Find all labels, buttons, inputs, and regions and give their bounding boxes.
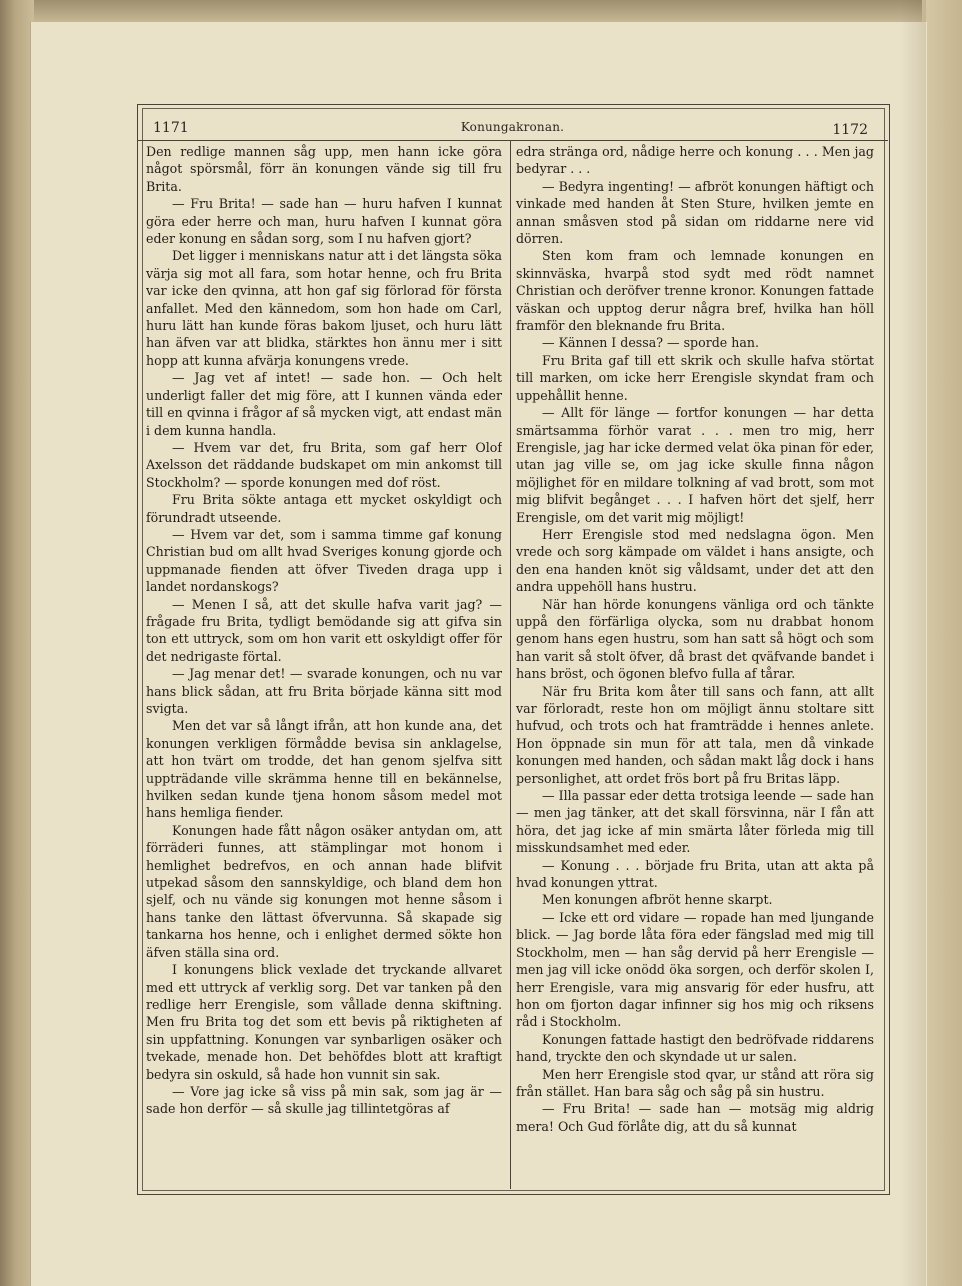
paragraph: — Bedyra ingenting! — afbröt konungen häftigt och vinkade med handen åt Sten Sture, hvilken jemte en annan småsven stod på sidan om riddarne nere vid dörren. bbox=[516, 178, 874, 247]
header-rule bbox=[137, 140, 888, 141]
paragraph: Konungen hade fått någon osäker antydan om, att förräderi funnes, att stämplingar mot honom i hemlighet bedrefvos, en och annan hade blifvit utpekad såsom den sannskyldige, och bland dem hon sjelf, och nu vände sig konungen mot henne såsom i hans tanke den lättast öfvervunna. Så skapade sig tankarna hos henne, och i enlighet dermed sökte hon äfven ställa sina ord. bbox=[146, 822, 502, 960]
paragraph: — Allt för länge — fortfor konungen — har detta smärtsamma förhör varat . . . men tro mig, herr Erengisle, jag har icke dermed velat öka pinan för eder, utan jag ville se, om jag icke skulle finna någon möjlighet för en mildare tolkning af vad brott, som mot mig blifvit begånget . . . I hafven hört det sjelf, herr Erengisle, om det varit mig möjligt! bbox=[516, 405, 874, 525]
paragraph: Det ligger i menniskans natur att i det längsta söka värja sig mot all fara, som hotar henne, och fru Brita var icke den qvinna, att hon gaf sig förlorad för första anfallet. Med den kännedom, som hon hade om Carl, huru lätt han kunde föras bakom ljuset, och huru lätt han äfven var att blidka, stärktes hon ännu mer i sitt hopp att kunna afvärja konungens vrede. bbox=[146, 248, 502, 368]
paragraph: Fru Brita sökte antaga ett mycket oskyldigt och förundradt utseende. bbox=[146, 492, 502, 525]
paragraph: Men herr Erengisle stod qvar, ur stånd att röra sig från stället. Han bara såg och såg på sin hustru. bbox=[516, 1066, 874, 1099]
paragraph: Men konungen afbröt henne skarpt. bbox=[542, 892, 773, 908]
paragraph: Konungen fattade hastigt den bedröfvade riddarens hand, tryckte den och skyndade ut ur salen. bbox=[516, 1031, 874, 1065]
paragraph: — Jag menar det! — svarade konungen, och nu var hans blick sådan, att fru Brita började känna sitt mod svigta. bbox=[146, 666, 502, 716]
page-number-left: 1171 bbox=[153, 120, 189, 136]
paragraph: — Kännen I dessa? — sporde han. bbox=[542, 335, 759, 351]
paragraph: — Menen I så, att det skulle hafva varit jag? — frågade fru Brita, tydligt bemödande sig att gifva sin ton ett uttryck, som om hon varit ett oskyldigt offer för det nedrigaste förtal. bbox=[146, 596, 502, 664]
paragraph: — Fru Brita! — sade han — huru hafven I kunnat göra eder herre och man, huru hafven I kunnat göra eder konung en sådan sorg, som I nu hafven gjort? bbox=[146, 196, 502, 247]
paragraph: Men det var så långt ifrån, att hon kunde ana, det konungen verkligen förmådde bevisa sin anklagelse, att hon tvärt om trodde, det han genom sjelfva sitt uppträdande ville skrämma henne till en bekännelse, hvilken sedan kunde tjena honom såsom medel mot hans hemliga fiender. bbox=[146, 718, 502, 821]
paragraph: I konungens blick vexlade det tryckande allvaret med ett uttryck af verklig sorg. Det var tanken på den redlige herr Erengisle, som vållade denna skiftning. Men fru Brita tog det som ett bevis på riktigheten af sin uppfattning. Konungen var synbarligen osäker och tvekade, menade hon. Det behöfdes blott att kraftigt bedyra sin oskuld, så hade hon vunnit sin sak. bbox=[146, 962, 502, 1082]
paragraph: edra stränga ord, nådige herre och konung . . . Men jag bedyrar . . . bbox=[516, 144, 874, 177]
paragraph: — Icke ett ord vidare — ropade han med ljungande blick. — Jag borde låta föra eder fängslad med mig till Stockholm, men — han såg dervid på herr Erengisle — men jag vill icke onödd öka sorgen, och derför skolen I, herr Erengisle, vara mig ansvarig för eder husfru, att hon om fjorton dagar infinner sig hos mig och riksens råd i Stockholm. bbox=[516, 909, 874, 1030]
paragraph: — Hvem var det, fru Brita, som gaf herr Olof Axelsson det räddande budskapet om min ankomst till Stockholm? — sporde konungen med dof röst. bbox=[146, 439, 502, 490]
paragraph: — Hvem var det, som i samma timme gaf konung Christian bud om allt hvad Sveriges konung gjorde och uppmanade fienden att öfver Tiveden draga upp i landet nordanskogs? bbox=[146, 526, 502, 595]
paragraph: Den redlige mannen såg upp, men hann icke göra något spörsmål, förr än konungen vände sig till fru Brita. bbox=[146, 144, 502, 194]
paragraph: — Konung . . . började fru Brita, utan att akta på hvad konungen yttrat. bbox=[516, 857, 874, 891]
paragraph: — Vore jag icke så viss på min sak, som jag är — sade hon derför — så skulle jag tillintetgöras af bbox=[146, 1083, 502, 1117]
text-column-left bbox=[146, 143, 502, 1187]
running-title: Konungakronan. bbox=[460, 120, 565, 134]
paragraph: När fru Brita kom åter till sans och fann, att allt var förloradt, reste hon om möjligt ännu stoltare sitt hufvud, och trots och hat framträdde i hennes anlete. Hon öppnade sin mun för att tala, men då vinkade konungen med handen, och sådan makt låg dock i hans personlighet, att ordet frös bort på fru Britas läpp. bbox=[516, 683, 874, 786]
paragraph: Herr Erengisle stod med nedslagna ögon. Men vrede och sorg kämpade om väldet i hans ansigte, och den ena handen knöt sig våldsamt, under det att den andra uppehöll hans hustru. bbox=[516, 526, 874, 595]
paragraph: När han hörde konungens vänliga ord och tänkte uppå den förfärliga olycka, som nu drabbat honom genom hans egen hustru, som han satt så högt och som han varit så stolt öfver, då brast det qväfvande bandet i hans bröst, och ögonen blefvo fulla af tårar. bbox=[516, 596, 874, 682]
page-stack-edge bbox=[922, 0, 962, 1286]
page-fold-shadow bbox=[900, 0, 926, 1286]
column-divider bbox=[510, 141, 511, 1189]
book-binding bbox=[0, 0, 34, 1286]
text-column-right bbox=[516, 143, 874, 1187]
paragraph: — Jag vet af intet! — sade hon. — Och helt underligt faller det mig före, att I kunnen vända eder till en qvinna i frågor af så mycken vigt, att endast män i dem kunna handla. bbox=[146, 370, 502, 438]
page-number-right: 1172 bbox=[832, 122, 868, 138]
paragraph: Sten kom fram och lemnade konungen en skinnväska, hvarpå stod sydt med rödt namnet Christian och deröfver trenne kronor. Konungen fattade väskan och upptog derur några bref, hvilka han höll framför den bleknande fru Brita. bbox=[516, 248, 874, 334]
running-header bbox=[147, 116, 878, 140]
paragraph: Fru Brita gaf till ett skrik och skulle hafva störtat till marken, om icke herr Erengisle skyndat fram och uppehållit henne. bbox=[516, 352, 874, 403]
paragraph: — Fru Brita! — sade han — motsäg mig aldrig mera! Och Gud förlåte dig, att du så kunnat bbox=[516, 1101, 874, 1134]
paragraph: — Illa passar eder detta trotsiga leende — sade han — men jag tänker, att det skall försvinna, när I fån att höra, det jag icke af min smärta låter förleda mig till misskundsamhet med eder. bbox=[516, 788, 874, 856]
